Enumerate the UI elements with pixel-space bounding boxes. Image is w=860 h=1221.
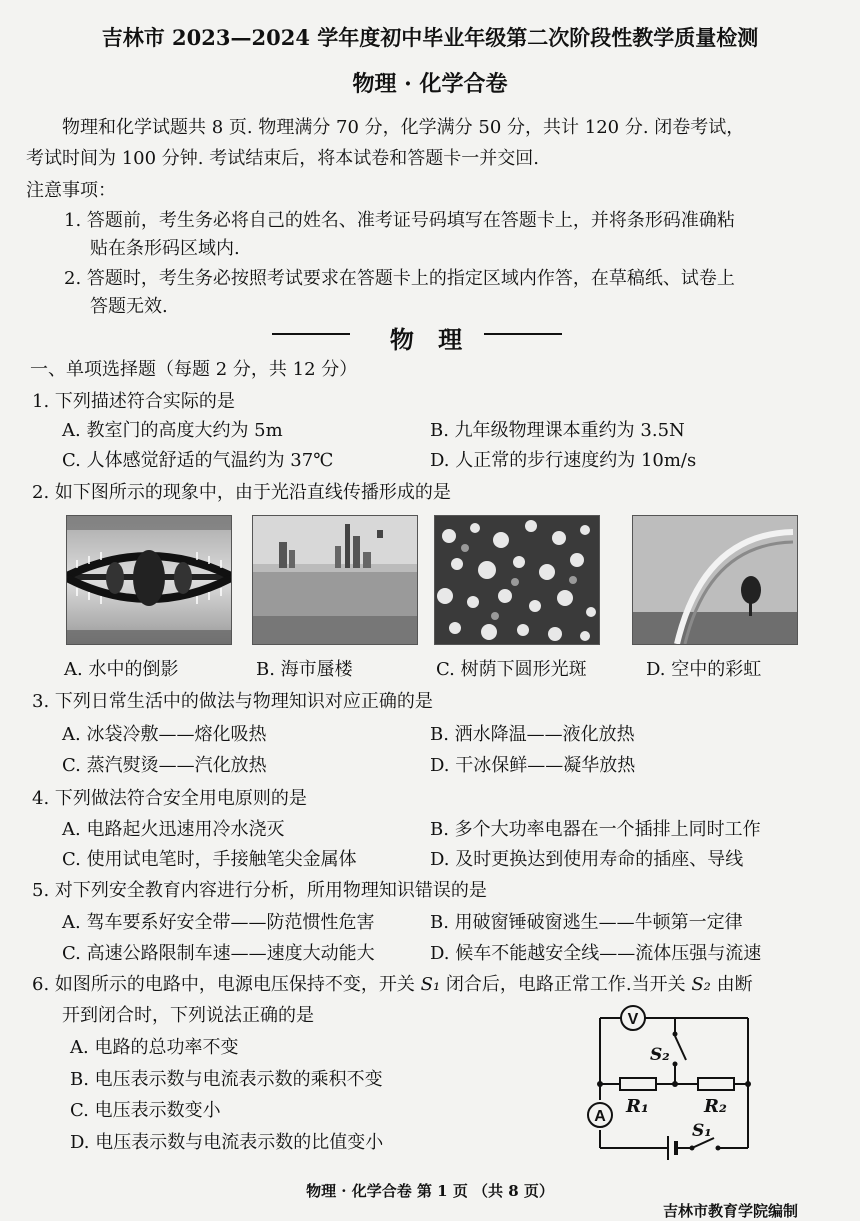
photo-rainbow bbox=[632, 515, 798, 645]
circuit-diagram bbox=[580, 1000, 810, 1165]
q1-option-d: D. 人正常的步行速度约为 10m/s bbox=[430, 450, 697, 471]
q6-option-d: D. 电压表示数与电流表示数的比值变小 bbox=[70, 1132, 384, 1153]
q1-option-a: A. 教室门的高度大约为 5m bbox=[62, 420, 283, 441]
q1-option-b: B. 九年级物理课本重约为 3.5N bbox=[430, 420, 685, 441]
q5-stem: 5. 对下列安全教育内容进行分析，所用物理知识错误的是 bbox=[32, 880, 487, 901]
q6-stem-line-2: 开到闭合时，下列说法正确的是 bbox=[62, 1005, 314, 1026]
q6-option-b: B. 电压表示数与电流表示数的乘积不变 bbox=[70, 1069, 383, 1090]
page-footer: 物理 · 化学合卷 第 1 页 （共 8 页） bbox=[306, 1182, 554, 1200]
exam-title: 吉林市 2023—2024 学年度初中毕业年级第二次阶段性教学质量检测 bbox=[101, 25, 759, 50]
q4-option-b: B. 多个大功率电器在一个插排上同时工作 bbox=[430, 819, 761, 840]
notice-1-line-1: 1. 答题前，考生务必将自己的姓名、准考证号码填写在答题卡上，并将条形码准确粘 bbox=[64, 210, 735, 231]
photo-bridge-reflection bbox=[66, 515, 232, 645]
s2-label: S₂ bbox=[650, 1045, 670, 1065]
q6-stem-post: 由断 bbox=[710, 974, 753, 995]
photo-tree-shade-light-spots bbox=[434, 515, 600, 645]
q2-stem: 2. 如下图所示的现象中，由于光沿直线传播形成的是 bbox=[32, 482, 451, 503]
section-title: 物 理 bbox=[389, 325, 471, 354]
notice-heading: 注意事项： bbox=[26, 180, 116, 201]
q6-option-c: C. 电压表示数变小 bbox=[70, 1100, 221, 1121]
q6-stem-pre: 6. 如图所示的电路中，电源电压保持不变，开关 bbox=[32, 974, 421, 995]
photo-mirage bbox=[252, 515, 418, 645]
q2-option-b: B. 海市蜃楼 bbox=[256, 659, 353, 680]
part-heading: 一、单项选择题（每题 2 分，共 12 分） bbox=[30, 359, 358, 380]
q3-option-a: A. 冰袋冷敷——熔化吸热 bbox=[62, 724, 267, 745]
section-rule-right bbox=[484, 333, 562, 335]
q6-option-a: A. 电路的总功率不变 bbox=[70, 1037, 239, 1058]
q4-stem: 4. 下列做法符合安全用电原则的是 bbox=[32, 788, 307, 809]
q5-option-b: B. 用破窗锤破窗逃生——牛顿第一定律 bbox=[430, 912, 743, 933]
r2-label: R₂ bbox=[704, 1096, 727, 1117]
q1-option-c: C. 人体感觉舒适的气温约为 37℃ bbox=[62, 450, 334, 471]
intro-line-1: 物理和化学试题共 8 页. 物理满分 70 分，化学满分 50 分，共计 120 分. 闭卷考试， bbox=[62, 117, 745, 138]
resistor-r2-icon bbox=[698, 1078, 734, 1090]
s1-label: S₁ bbox=[692, 1121, 712, 1141]
q5-option-c: C. 高速公路限制车速——速度大动能大 bbox=[62, 943, 375, 964]
paper-subtitle: 物理 · 化学合卷 bbox=[352, 71, 508, 97]
q2-option-d: D. 空中的彩虹 bbox=[646, 659, 762, 680]
q6-stem-line-1 bbox=[32, 970, 753, 996]
q6-stem-mid: 闭合后，电路正常工作.当开关 bbox=[440, 974, 692, 995]
resistor-r1-icon bbox=[620, 1078, 656, 1090]
q5-option-d: D. 候车不能越安全线——流体压强与流速 bbox=[430, 943, 762, 964]
q4-option-c: C. 使用试电笔时，手接触笔尖金属体 bbox=[62, 849, 357, 870]
q3-option-d: D. 干冰保鲜——凝华放热 bbox=[430, 755, 636, 776]
notice-2-line-1: 2. 答题时，考生务必按照考试要求在答题卡上的指定区域内作答，在草稿纸、试卷上 bbox=[64, 268, 735, 289]
q5-option-a: A. 驾车要系好安全带——防范惯性危害 bbox=[62, 912, 375, 933]
q1-stem: 1. 下列描述符合实际的是 bbox=[32, 391, 235, 412]
notice-2-line-2: 答题无效. bbox=[90, 296, 168, 317]
r1-label: R₁ bbox=[626, 1096, 649, 1117]
ammeter-label: A bbox=[594, 1108, 606, 1125]
q6-switch-s1: S₁ bbox=[420, 974, 441, 995]
q2-option-a: A. 水中的倒影 bbox=[64, 659, 179, 680]
q2-option-c: C. 树荫下圆形光斑 bbox=[436, 659, 587, 680]
q3-option-c: C. 蒸汽熨烫——汽化放热 bbox=[62, 755, 267, 776]
notice-1-line-2: 贴在条形码区域内. bbox=[90, 238, 240, 259]
publisher-credit: 吉林市教育学院编制 bbox=[662, 1202, 798, 1220]
q4-option-a: A. 电路起火迅速用冷水浇灭 bbox=[62, 819, 285, 840]
q3-option-b: B. 洒水降温——液化放热 bbox=[430, 724, 635, 745]
q4-option-d: D. 及时更换达到使用寿命的插座、导线 bbox=[430, 849, 744, 870]
q3-stem: 3. 下列日常生活中的做法与物理知识对应正确的是 bbox=[32, 691, 433, 712]
voltmeter-label: V bbox=[627, 1011, 639, 1028]
q6-switch-s2: S₂ bbox=[691, 974, 711, 995]
intro-line-2: 考试时间为 100 分钟. 考试结束后，将本试卷和答题卡一并交回. bbox=[26, 148, 539, 169]
